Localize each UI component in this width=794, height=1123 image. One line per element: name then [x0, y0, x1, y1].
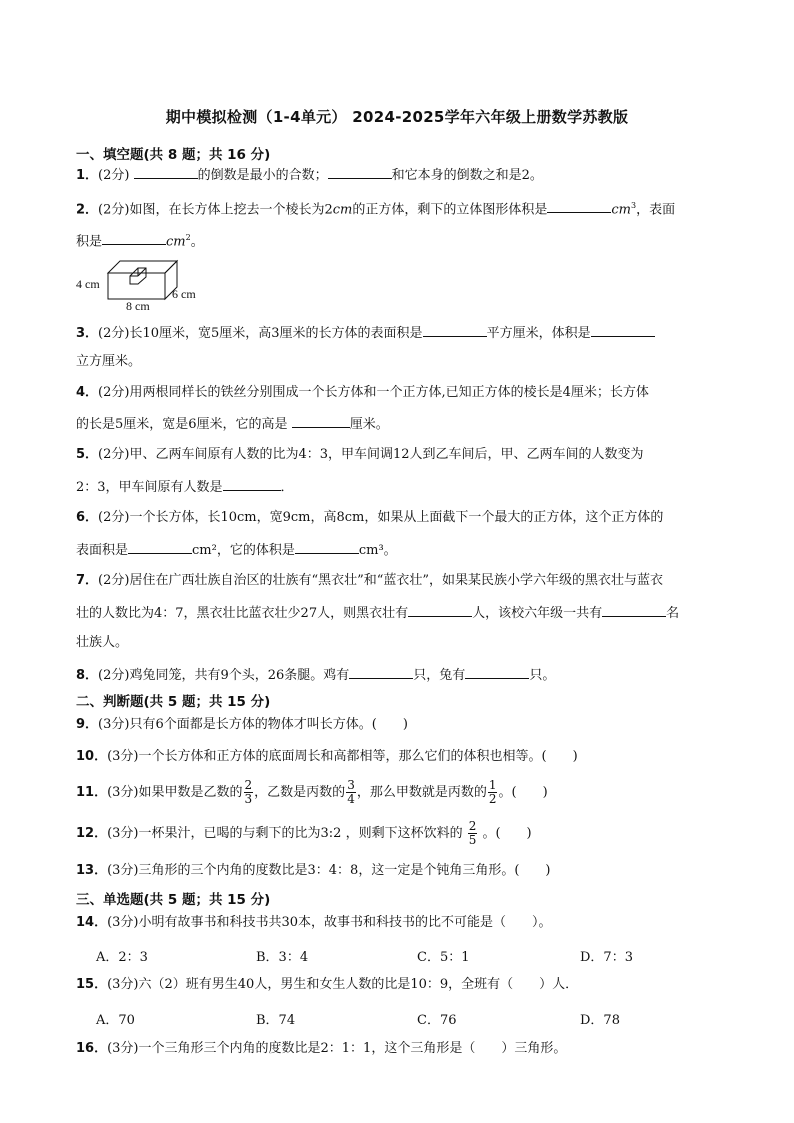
fraction-denominator: 2	[488, 792, 497, 806]
question-text: 如图，在长方体上挖去一个棱长为2	[129, 202, 333, 218]
fraction-numerator: 1	[488, 778, 497, 792]
question-text: 用两根同样长的铁丝分别围成一个长方体和一个正方体,已知正方体的棱长是4厘米；长方体	[129, 385, 649, 400]
answer-parentheses[interactable]: ( )	[511, 785, 548, 800]
answer-parentheses[interactable]: ( )	[514, 863, 551, 878]
question-12	[76, 818, 532, 850]
cuboid-figure	[74, 250, 214, 314]
question-text: 一个三角形三个内角的度数比是2：1：1，这个三角形是（ ）三角形。	[138, 1041, 567, 1056]
question-points: (2分)	[98, 202, 130, 218]
question-number: 4．	[76, 385, 99, 400]
question-text: 。	[498, 785, 512, 800]
answer-blank[interactable]	[602, 602, 666, 617]
option-b[interactable]: B．74	[256, 1013, 296, 1028]
question-points: (2分)	[98, 573, 130, 588]
question-number: 9．	[76, 717, 99, 732]
question-text: 三角形的三个内角的度数比是3：4：8，这一定是个钝角三角形。	[138, 863, 515, 878]
question-points: (3分)	[107, 863, 139, 878]
question-text: 立方厘米。	[76, 354, 142, 369]
question-text: 和它本身的倒数之和是2。	[391, 168, 543, 183]
answer-blank[interactable]	[102, 230, 166, 245]
question-text: 鸡兔同笼，共有9个头，26条腿。鸡有	[129, 668, 350, 683]
question-text: ．	[280, 480, 294, 495]
fraction-denominator: 5	[468, 833, 477, 847]
option-a[interactable]: A．70	[96, 1013, 135, 1028]
question-points: (3分)	[107, 785, 139, 800]
question-text: 小明有故事书和科技书共30本，故事书和科技书的比不可能是（ ）。	[138, 915, 552, 930]
question-text: 壮族人。	[76, 635, 129, 650]
question-points: (2分)	[98, 168, 130, 183]
question-15	[76, 975, 578, 995]
fraction	[244, 779, 254, 806]
question-points: (2分)	[98, 326, 130, 341]
question-text: ，乙数是丙数的	[254, 785, 346, 800]
unit-text: cm	[611, 202, 631, 218]
question-2-line-2	[76, 228, 204, 252]
question-text: 如果甲数是乙数的	[138, 785, 243, 800]
question-points: (3分)	[107, 826, 139, 841]
question-3-line-2	[76, 352, 141, 372]
question-number: 10．	[76, 749, 108, 764]
question-14	[76, 913, 552, 933]
unit-exponent: 3	[630, 201, 637, 210]
question-text: ，表面	[636, 202, 676, 218]
question-10	[76, 747, 578, 767]
question-text: 壮的人数比为4：7，黑衣壮比蓝衣壮少27人，则黑衣壮有	[76, 606, 409, 621]
question-5	[76, 445, 644, 465]
question-8	[76, 664, 555, 686]
answer-blank[interactable]	[223, 476, 281, 491]
question-text: 。	[190, 234, 204, 250]
answer-blank[interactable]	[349, 664, 413, 679]
question-points: (3分)	[107, 915, 139, 930]
question-number: 16．	[76, 1041, 108, 1056]
question-text: cm³。	[358, 543, 397, 558]
question-7	[76, 571, 663, 591]
answer-parentheses[interactable]: ( )	[541, 749, 578, 764]
question-text: 的长是5厘米，宽是6厘米，它的高是	[76, 417, 292, 432]
answer-blank[interactable]	[134, 164, 198, 179]
question-3	[76, 322, 655, 344]
option-d[interactable]: D．78	[580, 1013, 620, 1028]
fraction	[346, 779, 356, 806]
question-text: 长10厘米，宽5厘米，高3厘米的长方体的表面积是	[129, 326, 423, 341]
answer-blank[interactable]	[423, 322, 487, 337]
question-number: 13．	[76, 863, 108, 878]
width-label: 6 cm	[172, 287, 196, 301]
answer-blank[interactable]	[465, 664, 529, 679]
question-text: 平方厘米，体积是	[486, 326, 591, 341]
question-text: 名	[666, 606, 680, 621]
fraction-numerator: 2	[244, 778, 253, 792]
question-number: 12．	[76, 826, 108, 841]
question-text: 积是	[76, 234, 103, 250]
question-text: 一个长方体，长10cm，宽9cm，高8cm，如果从上面截下一个最大的正方体，这个正方体的	[129, 510, 664, 525]
question-points: (2分)	[98, 510, 130, 525]
question-points: (3分)	[98, 717, 130, 732]
question-text: 一杯果汁，已喝的与剩下的比为3:2 ，则剩下这杯饮料的	[138, 826, 467, 841]
question-16	[76, 1039, 566, 1059]
question-text: 的倒数是最小的合数；	[197, 168, 328, 183]
section-heading-true-false: 二、判断题(共 5 题；共 15 分)	[76, 694, 271, 710]
section-heading-single-choice: 三、单选题(共 5 题；共 15 分)	[76, 892, 271, 908]
answer-blank[interactable]	[128, 539, 192, 554]
question-number: 15．	[76, 977, 108, 992]
question-points: (2分)	[98, 385, 130, 400]
question-text: 甲、乙两车间原有人数的比为4：3，甲车间调12人到乙车间后，甲、乙两车间的人数变为	[129, 447, 644, 462]
unit-text: cm	[332, 202, 353, 218]
question-text: 只，兔有	[413, 668, 466, 683]
option-a[interactable]: A．2：3	[96, 950, 148, 965]
question-7-line-3	[76, 633, 128, 653]
fraction-numerator: 2	[468, 819, 477, 833]
answer-blank[interactable]	[328, 164, 392, 179]
question-number: 3．	[76, 326, 99, 341]
question-number: 6．	[76, 510, 99, 525]
question-text: 六（2）班有男生40人，男生和女生人数的比是10：9，全班有（ ）人．	[138, 977, 579, 992]
answer-blank[interactable]	[547, 198, 611, 213]
question-9	[76, 715, 408, 735]
question-text: 厘米。	[349, 417, 389, 432]
question-4-line-2	[76, 413, 389, 435]
question-text: ，那么甲数就是丙数的	[356, 785, 487, 800]
question-text: 一个长方体和正方体的底面周长和高都相等，那么它们的体积也相等。	[138, 749, 542, 764]
fraction	[468, 820, 478, 847]
answer-blank[interactable]	[292, 413, 350, 428]
question-text: 人，该校六年级一共有	[472, 606, 603, 621]
question-points: (3分)	[107, 749, 139, 764]
fraction-denominator: 4	[347, 792, 355, 806]
option-c[interactable]: C．76	[417, 1013, 457, 1028]
question-number: 2．	[76, 202, 99, 218]
question-text: 只。	[529, 668, 556, 683]
fraction-denominator: 3	[244, 792, 253, 806]
unit-exponent: 2	[185, 233, 191, 242]
question-number: 1．	[76, 168, 99, 183]
question-6	[76, 508, 663, 528]
answer-parentheses[interactable]: ( )	[495, 826, 532, 841]
height-label: 4 cm	[76, 277, 100, 291]
option-b[interactable]: B．3：4	[256, 950, 309, 965]
question-2	[76, 196, 675, 220]
answer-blank[interactable]	[591, 322, 655, 337]
fraction-numerator: 3	[347, 778, 355, 792]
question-4	[76, 383, 649, 403]
question-points: (2分)	[98, 447, 130, 462]
length-label: 8 cm	[126, 299, 150, 313]
question-number: 7．	[76, 573, 99, 588]
question-number: 11．	[76, 785, 108, 800]
question-text: 的正方体，剩下的立体图形体积是	[352, 202, 548, 218]
option-c[interactable]: C．5：1	[417, 950, 470, 965]
question-points: (3分)	[107, 977, 139, 992]
question-number: 14．	[76, 915, 108, 930]
page-title: 期中模拟检测（1-4单元） 2024-2025学年六年级上册数学苏教版	[165, 108, 629, 126]
question-text: 只有6个面都是长方体的物体才叫长方体。	[129, 717, 372, 732]
question-11	[76, 777, 548, 809]
question-7-line-2	[76, 602, 679, 624]
answer-blank[interactable]	[408, 602, 472, 617]
question-13	[76, 861, 551, 881]
question-6-line-2	[76, 539, 397, 561]
section-heading-fill-blank: 一、填空题(共 8 题；共 16 分)	[76, 147, 271, 163]
question-text: 表面积是	[76, 543, 129, 558]
question-5-line-2	[76, 476, 294, 498]
question-text: 2：3，甲车间原有人数是	[76, 480, 223, 495]
option-d[interactable]: D．7：3	[580, 950, 633, 965]
question-text: cm²，它的体积是	[192, 543, 295, 558]
question-points: (3分)	[107, 1041, 139, 1056]
question-text: 。	[478, 826, 496, 841]
question-points: (2分)	[98, 668, 130, 683]
question-number: 8．	[76, 668, 99, 683]
fraction	[488, 779, 498, 806]
answer-parentheses[interactable]: ( )	[371, 717, 408, 732]
unit-text: cm	[166, 234, 186, 250]
question-text: 居住在广西壮族自治区的壮族有“黑衣壮”和“蓝衣壮”，如果某民族小学六年级的黑衣壮与蓝衣	[129, 573, 664, 588]
answer-blank[interactable]	[295, 539, 359, 554]
question-1	[76, 164, 543, 186]
question-number: 5．	[76, 447, 99, 462]
